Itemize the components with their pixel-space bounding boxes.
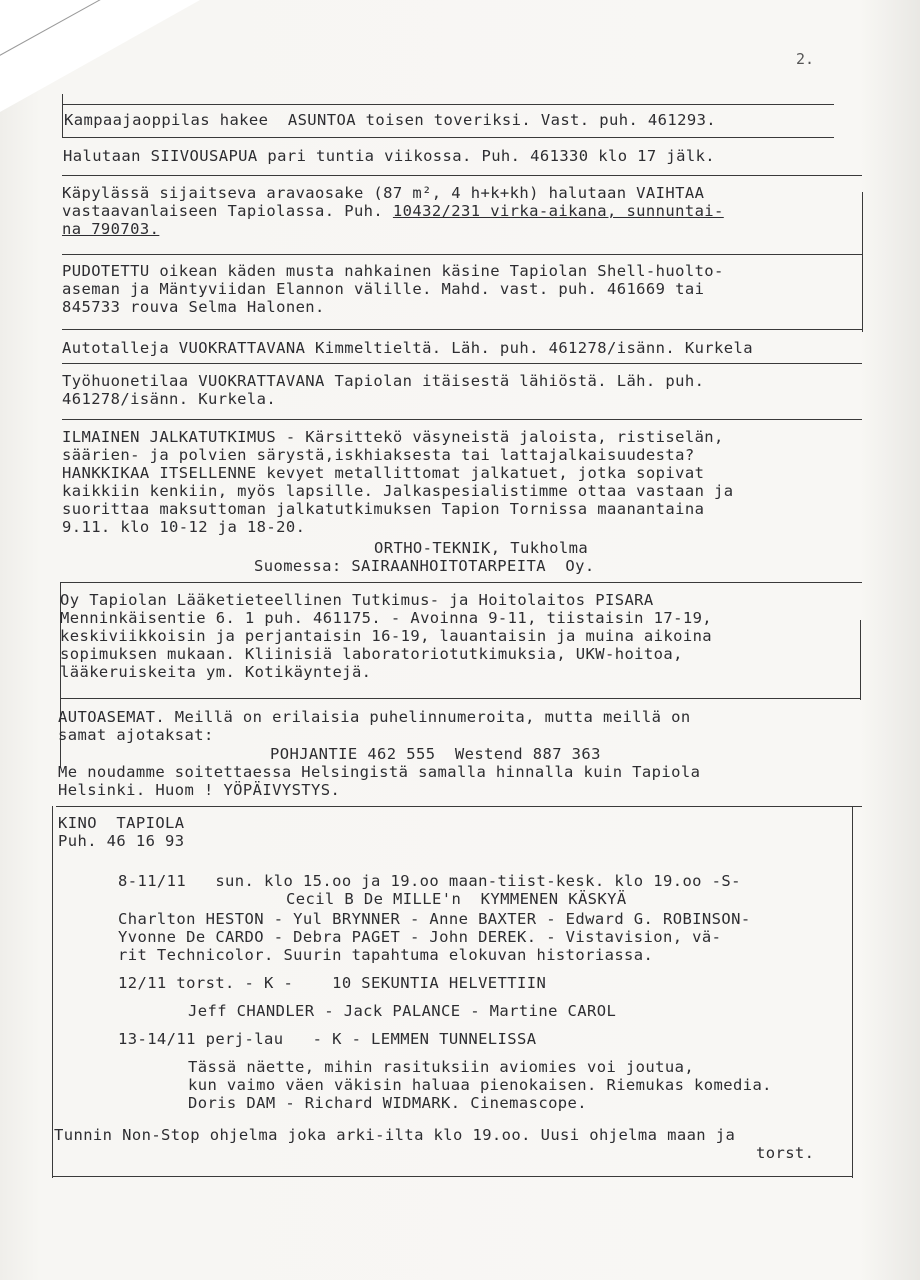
- ad-autotalleja: Autotalleja VUOKRATTAVANA Kimmeltieltä. Läh. puh. 461278/isänn. Kurkela: [62, 339, 753, 357]
- ad-autoasemat-line4: Me noudamme soitettaessa Helsingistä samalla hinnalla kuin Tapiola: [58, 763, 701, 781]
- kino-film-3-desc-1: Tässä näette, mihin rasituksiin aviomies voi joutua,: [188, 1058, 695, 1076]
- divider: [62, 363, 862, 364]
- ad-siivous: Halutaan SIIVOUSAPUA pari tuntia viikossa. Puh. 461330 klo 17 jälk.: [63, 147, 716, 165]
- kino-film-3-cast: Doris DAM - Richard WIDMARK. Cinemascope.: [188, 1094, 588, 1112]
- ad-ilmainen-line5: suorittaa maksuttoman jalkatutkimuksen Tapion Tornissa maanantaina: [62, 500, 705, 518]
- ad-pudotettu-line1: PUDOTETTU oikean käden musta nahkainen käsine Tapiolan Shell-huolto-: [62, 262, 724, 280]
- ad-ilmainen-line6: 9.11. klo 10-12 ja 18-20.: [62, 518, 306, 536]
- page-number: 2.: [796, 50, 815, 68]
- kino-schedule-1: 8-11/11 sun. klo 15.oo ja 19.oo maan-tiist-kesk. klo 19.oo -S-: [118, 872, 741, 890]
- kino-film-1-cast-1: Charlton HESTON - Yul BRYNNER - Anne BAXTER - Edward G. ROBINSON-: [118, 910, 751, 928]
- ad-laaketiet-line5: lääkeruiskeita ym. Kotikäyntejä.: [60, 663, 372, 681]
- kino-phone: Puh. 46 16 93: [58, 832, 185, 850]
- ad-kapylassa-line2: [62, 202, 724, 220]
- ad-ilmainen-distributor: Suomessa: SAIRAANHOITOTARPEITA Oy.: [254, 557, 595, 575]
- divider: [56, 806, 862, 807]
- kino-film-2-cast: Jeff CHANDLER - Jack PALANCE - Martine CAROL: [188, 1002, 617, 1020]
- divider: [62, 94, 63, 138]
- ad-kapylassa-line3: na 790703.: [62, 220, 160, 238]
- kino-film-1-cast-2: Yvonne De CARDO - Debra PAGET - John DEREK. - Vistavision, vä-: [118, 928, 722, 946]
- divider: [62, 137, 834, 138]
- divider: [60, 698, 860, 699]
- ad-tyohuone-line2: 461278/isänn. Kurkela.: [62, 390, 277, 408]
- ad-ilmainen-line2: säärien- ja polvien särystä,iskhiaksesta tai lattajalkaisuudesta?: [62, 446, 695, 464]
- ad-laaketiet-line3: keskiviikkoisin ja perjantaisin 16-19, lauantaisin ja muina aikoina: [60, 627, 713, 645]
- divider: [62, 329, 862, 330]
- ad-kapylassa-line1: Käpylässä sijaitseva aravaosake (87 m², 4 h+k+kh) halutaan VAIHTAA: [62, 184, 705, 202]
- divider: [862, 192, 863, 332]
- folded-corner: [0, 0, 200, 112]
- ad-pudotettu-line3: 845733 rouva Selma Halonen.: [62, 298, 325, 316]
- ad-ilmainen-line1: ILMAINEN JALKATUTKIMUS - Kärsittekö väsyneistä jaloista, ristiselän,: [62, 428, 724, 446]
- divider: [62, 104, 834, 105]
- ad-autoasemat-line1: AUTOASEMAT. Meillä on erilaisia puhelinnumeroita, mutta meillä on: [58, 708, 691, 726]
- ad-kapylassa-phone-underlined: 10432/231 virka-aikana, sunnuntai-: [392, 202, 724, 220]
- ad-kapylassa-line2-start: vastaavanlaiseen Tapiolassa. Puh.: [62, 202, 393, 220]
- divider: [62, 254, 862, 255]
- divider: [52, 806, 53, 1178]
- kino-program-note-end: torst.: [756, 1144, 815, 1162]
- ad-laaketiet-line4: sopimuksen mukaan. Kliinisiä laboratoriotutkimuksia, UKW-hoitoa,: [60, 645, 683, 663]
- kino-schedule-3: 13-14/11 perj-lau - K - LEMMEN TUNNELISSA: [118, 1030, 537, 1048]
- kino-schedule-2: 12/11 torst. - K - 10 SEKUNTIA HELVETTIIN: [118, 974, 547, 992]
- ad-laaketiet-line1: Oy Tapiolan Lääketieteellinen Tutkimus- ja Hoitolaitos PISARA: [60, 591, 654, 609]
- ad-ilmainen-sender: ORTHO-TEKNIK, Tukholma: [374, 539, 589, 557]
- ad-autoasemat-line2: samat ajotaksat:: [58, 726, 214, 744]
- ad-ilmainen-line3: HANKKIKAA ITSELLENNE kevyet metallittomat jalkatuet, jotka sopivat: [62, 464, 705, 482]
- divider: [62, 419, 862, 420]
- kino-program-note: Tunnin Non-Stop ohjelma joka arki-ilta klo 19.oo. Uusi ohjelma maan ja: [54, 1126, 736, 1144]
- ad-laaketiet-line2: Menninkäisentie 6. 1 puh. 461175. - Avoinna 9-11, tiistaisin 17-19,: [60, 609, 713, 627]
- kino-film-3-desc-2: kun vaimo väen väkisin haluaa pienokaisen. Riemukas komedia.: [188, 1076, 772, 1094]
- ad-autoasemat-phones: POHJANTIE 462 555 Westend 887 363: [270, 745, 601, 763]
- kino-title: KINO TAPIOLA: [58, 814, 185, 832]
- divider: [860, 620, 861, 700]
- ad-ilmainen-line4: kaikkiin kenkiin, myös lapsille. Jalkaspesialistimme ottaa vastaan ja: [62, 482, 734, 500]
- ad-pudotettu-line2: aseman ja Mäntyviidan Elannon välille. Mahd. vast. puh. 461669 tai: [62, 280, 705, 298]
- kino-film-1-title: Cecil B De MILLE'n KYMMENEN KÄSKYÄ: [286, 890, 627, 908]
- divider: [852, 806, 853, 1178]
- kino-film-1-note: rit Technicolor. Suurin tapahtuma elokuvan historiassa.: [118, 946, 654, 964]
- divider: [62, 175, 862, 176]
- divider: [60, 582, 862, 583]
- ad-autoasemat-line5: Helsinki. Huom ! YÖPÄIVYSTYS.: [58, 781, 341, 799]
- ad-kampaaja: Kampaajaoppilas hakee ASUNTOA toisen toveriksi. Vast. puh. 461293.: [64, 111, 717, 129]
- ad-tyohuone-line1: Työhuonetilaa VUOKRATTAVANA Tapiolan itäisestä lähiöstä. Läh. puh.: [62, 372, 705, 390]
- divider: [52, 1176, 852, 1177]
